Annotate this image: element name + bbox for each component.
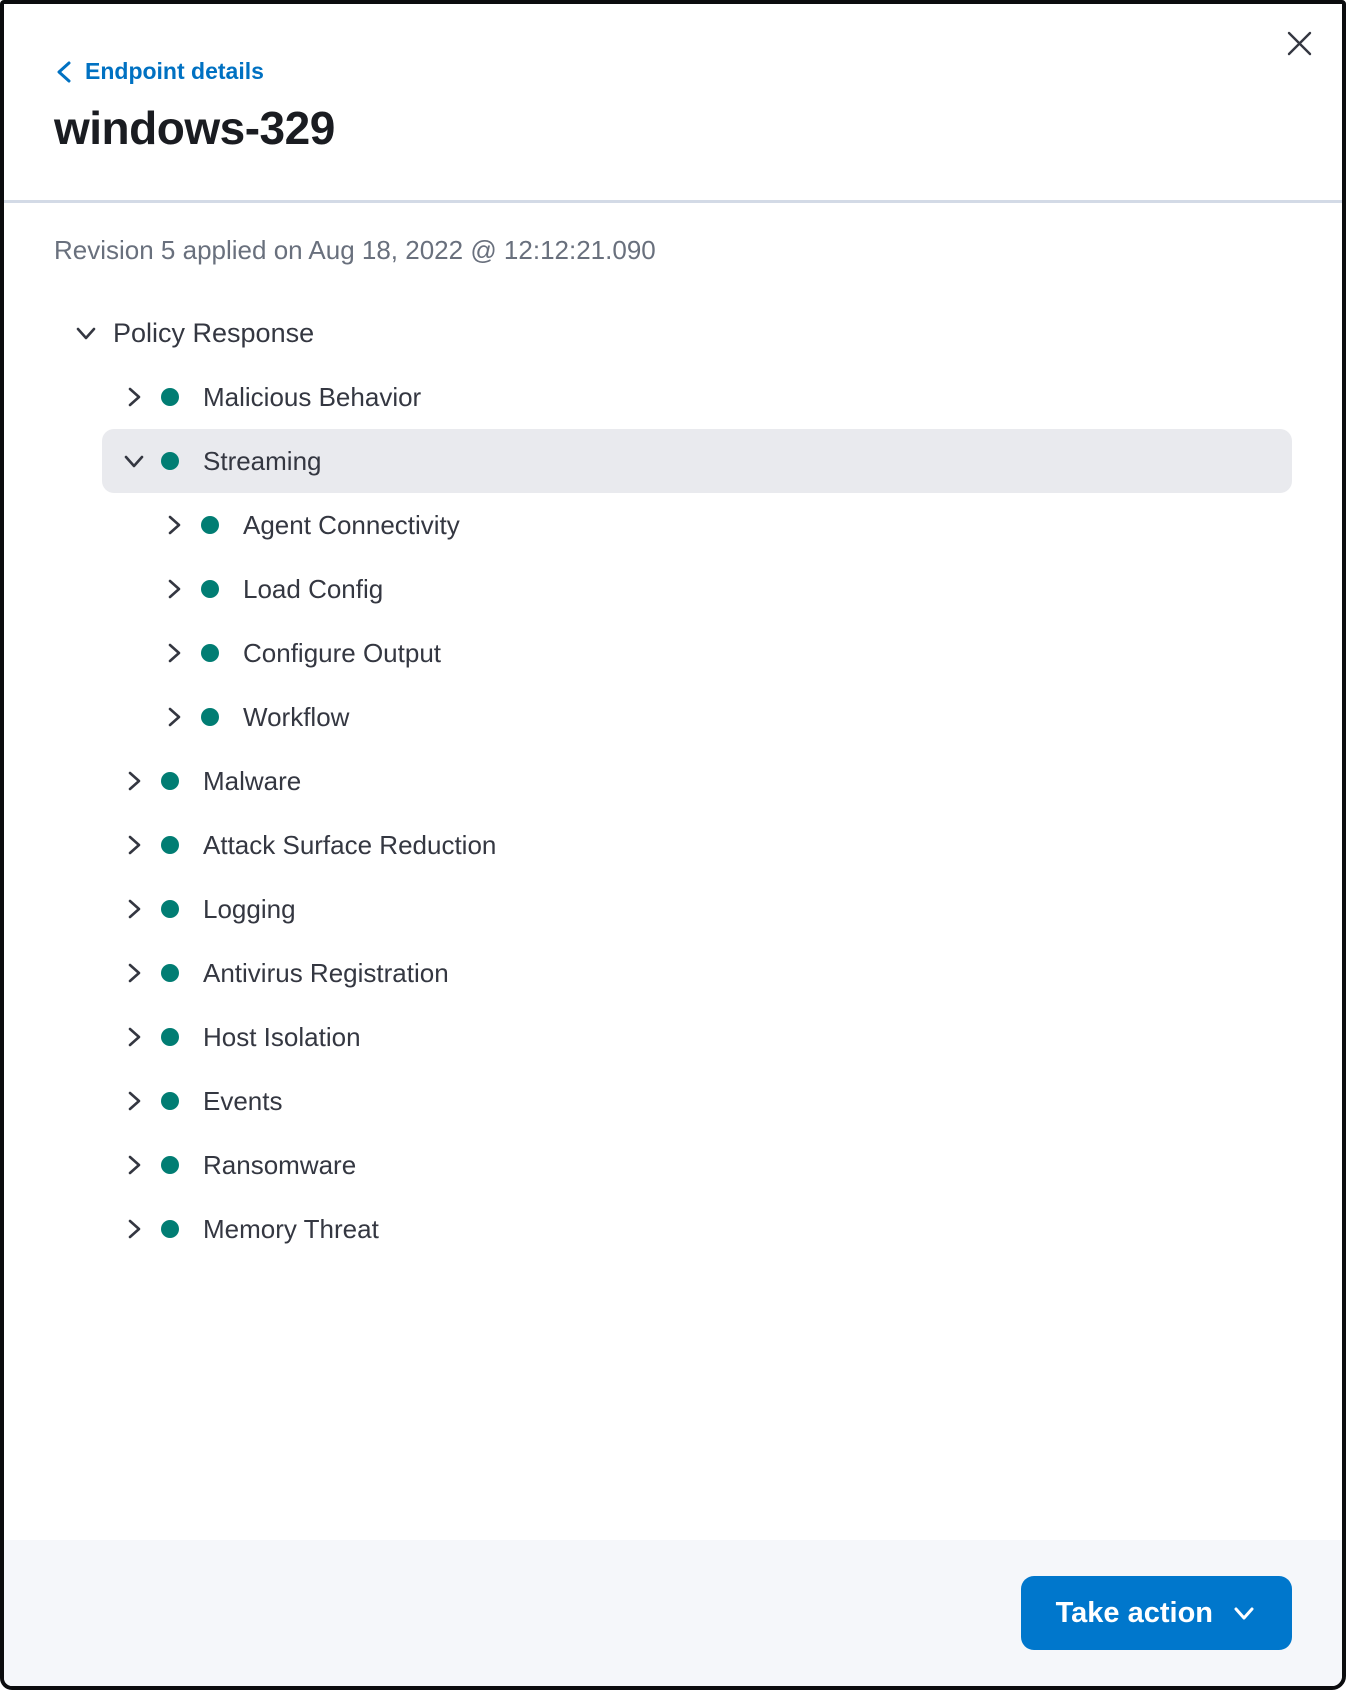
status-dot [161, 964, 179, 982]
page-title: windows-329 [54, 101, 335, 154]
status-dot [201, 644, 219, 662]
status-dot [161, 1028, 179, 1046]
status-dot [201, 708, 219, 726]
tree-item-events[interactable] [54, 1069, 1292, 1133]
tree-item-workflow[interactable] [54, 685, 1292, 749]
flyout-footer [4, 1540, 1342, 1686]
tree-item-label: Ransomware [203, 1149, 357, 1180]
close-icon [1286, 30, 1313, 60]
take-action-label: Take action [1055, 1596, 1213, 1629]
back-link[interactable] [54, 58, 264, 85]
tree-item-malicious-behavior[interactable] [54, 365, 1292, 429]
chevron-right-icon[interactable] [120, 831, 148, 859]
chevron-right-icon[interactable] [120, 959, 148, 987]
tree-item-load-config[interactable] [54, 557, 1292, 621]
status-dot [161, 1156, 179, 1174]
chevron-right-icon[interactable] [120, 383, 148, 411]
tree-item-label: Streaming [203, 445, 322, 476]
tree-item-label: Agent Connectivity [243, 509, 460, 540]
status-dot [201, 580, 219, 598]
chevron-right-icon[interactable] [120, 895, 148, 923]
chevron-right-icon[interactable] [160, 639, 188, 667]
chevron-right-icon[interactable] [160, 511, 188, 539]
chevron-right-icon[interactable] [120, 1023, 148, 1051]
tree-item-label: Attack Surface Reduction [203, 829, 497, 860]
tree-item-antivirus-registration[interactable] [54, 941, 1292, 1005]
tree-item-label: Malware [203, 765, 302, 796]
tree-item-label: Load Config [243, 573, 384, 604]
tree-item-streaming[interactable] [102, 429, 1292, 493]
tree-item-ransomware[interactable] [54, 1133, 1292, 1197]
tree-item-label: Memory Threat [203, 1213, 379, 1244]
chevron-right-icon[interactable] [120, 1151, 148, 1179]
chevron-down-icon [1231, 1600, 1257, 1626]
chevron-right-icon[interactable] [160, 703, 188, 731]
chevron-right-icon[interactable] [120, 767, 148, 795]
tree-item-label: Events [203, 1085, 283, 1116]
tree-item-label: Workflow [243, 701, 350, 732]
tree-item-configure-output[interactable] [54, 621, 1292, 685]
tree-item-label: Host Isolation [203, 1021, 361, 1052]
tree-item-label: Logging [203, 893, 296, 924]
policy-response-tree [54, 301, 1292, 1261]
tree-item-agent-connectivity[interactable] [54, 493, 1292, 557]
tree-item-memory-threat[interactable] [54, 1197, 1292, 1261]
status-dot [161, 388, 179, 406]
status-dot [161, 900, 179, 918]
status-dot [161, 1092, 179, 1110]
tree-item-policy-response[interactable] [54, 301, 1292, 365]
tree-item-malware[interactable] [54, 749, 1292, 813]
status-dot [161, 452, 179, 470]
status-dot [161, 1220, 179, 1238]
tree-item-label: Antivirus Registration [203, 957, 449, 988]
revision-applied-text: Revision 5 applied on Aug 18, 2022 @ 12:12:21.090 [54, 235, 656, 265]
back-link-label: Endpoint details [85, 58, 264, 84]
tree-item-attack-surface-reduction[interactable] [54, 813, 1292, 877]
tree-item-label: Configure Output [243, 637, 442, 668]
chevron-right-icon[interactable] [120, 1087, 148, 1115]
flyout-body [4, 235, 1342, 1261]
tree-item-label: Policy Response [113, 317, 315, 348]
chevron-right-icon[interactable] [120, 1215, 148, 1243]
take-action-button[interactable] [1021, 1576, 1292, 1650]
status-dot [161, 772, 179, 790]
tree-item-label: Malicious Behavior [203, 381, 422, 412]
tree-item-logging[interactable] [54, 877, 1292, 941]
flyout-header [4, 4, 1342, 203]
chevron-left-icon [54, 59, 74, 85]
close-button[interactable] [1278, 24, 1320, 66]
status-dot [161, 836, 179, 854]
status-dot [201, 516, 219, 534]
chevron-right-icon[interactable] [160, 575, 188, 603]
tree-item-host-isolation[interactable] [54, 1005, 1292, 1069]
chevron-down-icon[interactable] [72, 319, 100, 347]
chevron-down-icon[interactable] [120, 447, 148, 475]
